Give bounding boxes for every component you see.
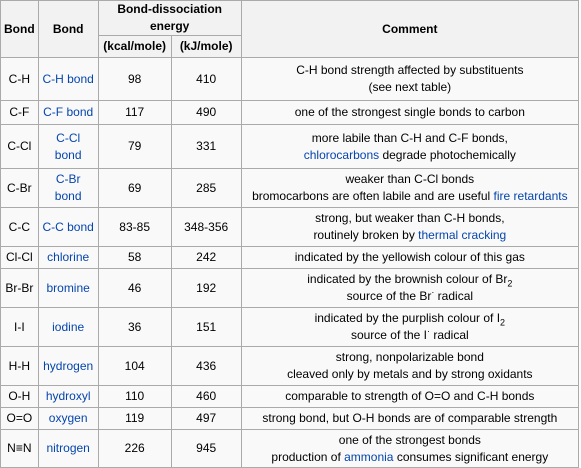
bond-name-link[interactable]: C-C bond: [38, 208, 98, 247]
comment-header: Comment: [241, 1, 578, 58]
subscript: 2: [507, 278, 513, 289]
comment-link[interactable]: ammonia: [344, 449, 394, 464]
table-row: [1, 125, 579, 169]
comment-line-1: [245, 62, 575, 79]
bond-name-link[interactable]: C-Cl bond: [38, 125, 98, 169]
comment-text: radical: [430, 328, 469, 342]
comment-text: one of the strongest bonds: [338, 432, 481, 447]
comment-cell: [241, 101, 578, 125]
comment-text: C-H bond strength affected by substituents: [296, 63, 524, 77]
table-row: [1, 308, 579, 347]
comment-line-2: [245, 227, 575, 244]
table-row: [1, 58, 579, 101]
comment-line-1: [245, 349, 575, 366]
bond-name-link[interactable]: bromine: [38, 269, 98, 308]
comment-text: indicated by the yellowish colour of this gas: [294, 250, 525, 264]
kcal-value: 110: [98, 386, 171, 408]
comment-text: comparable to strength of O=O and C-H bonds: [285, 389, 535, 403]
kj-value: 285: [171, 169, 241, 208]
bond-header: Bond: [1, 1, 39, 58]
comment-text: degrade photochemically: [379, 147, 516, 162]
comment-text: weaker than C-Cl bonds: [345, 172, 475, 186]
comment-line-1: [245, 171, 575, 188]
kcal-value: 46: [98, 269, 171, 308]
comment-text: radical: [434, 289, 474, 303]
comment-line-2: [245, 327, 575, 344]
kj-value: 331: [171, 125, 241, 169]
kj-value: 151: [171, 308, 241, 347]
bond-formula: N≡N: [1, 430, 39, 468]
comment-text: strong, nonpolarizable bond: [335, 350, 484, 364]
header-row: [1, 1, 579, 36]
kj-value: 460: [171, 386, 241, 408]
comment-cell: [241, 308, 578, 347]
bond-formula: Br-Br: [1, 269, 39, 308]
bond-name-link[interactable]: hydrogen: [38, 347, 98, 386]
comment-cell: [241, 269, 578, 308]
comment-text: source of the I: [350, 328, 427, 342]
comment-link[interactable]: chlorocarbons: [303, 147, 380, 162]
comment-line-1: [245, 104, 575, 121]
table-row: [1, 386, 579, 408]
kcal-header: (kcal/mole): [98, 36, 171, 58]
kcal-value: 83-85: [98, 208, 171, 247]
bond-formula: H-H: [1, 347, 39, 386]
comment-link[interactable]: thermal cracking: [418, 228, 507, 242]
comment-text: (see next table): [368, 80, 452, 94]
kj-value: 242: [171, 247, 241, 269]
subscript: 2: [500, 317, 506, 328]
kj-value: 497: [171, 408, 241, 430]
bond-name-header: Bond: [38, 1, 98, 58]
comment-line-2: [245, 366, 575, 383]
bond-name-link[interactable]: C-H bond: [38, 58, 98, 101]
bond-formula: O=O: [1, 408, 39, 430]
kj-value: 490: [171, 101, 241, 125]
kj-header: (kJ/mole): [171, 36, 241, 58]
kj-value: 192: [171, 269, 241, 308]
bond-formula: C-Cl: [1, 125, 39, 169]
bond-formula: O-H: [1, 386, 39, 408]
bond-name-link[interactable]: nitrogen: [38, 430, 98, 468]
comment-text: production of: [271, 449, 345, 464]
bond-formula: I-I: [1, 308, 39, 347]
comment-line-2: [245, 449, 575, 466]
table-row: [1, 208, 579, 247]
comment-link[interactable]: fire retardants: [493, 189, 568, 203]
comment-cell: [241, 408, 578, 430]
kj-value: 410: [171, 58, 241, 101]
superscript: ·: [431, 287, 435, 297]
bond-formula: C-Br: [1, 169, 39, 208]
table-row: [1, 269, 579, 308]
comment-cell: [241, 347, 578, 386]
kcal-value: 104: [98, 347, 171, 386]
bond-name-link[interactable]: iodine: [38, 308, 98, 347]
bond-name-link[interactable]: C-Br bond: [38, 169, 98, 208]
comment-text: one of the strongest single bonds to carbon: [294, 105, 525, 119]
bond-name-link[interactable]: hydroxyl: [38, 386, 98, 408]
kcal-value: 79: [98, 125, 171, 169]
comment-line-1: [245, 271, 575, 288]
kcal-value: 119: [98, 408, 171, 430]
comment-line-1: [245, 210, 575, 227]
kcal-value: 69: [98, 169, 171, 208]
comment-text: source of the Br: [346, 289, 432, 303]
comment-line-1: [245, 249, 575, 266]
comment-line-2: [245, 188, 575, 205]
table-row: [1, 347, 579, 386]
comment-line-1: [245, 432, 575, 449]
table-row: [1, 169, 579, 208]
comment-line-1: [245, 310, 575, 327]
bond-formula: Cl-Cl: [1, 247, 39, 269]
comment-text: strong bond, but O-H bonds are of comparable strength: [262, 411, 558, 425]
comment-text: consumes significant energy: [393, 449, 549, 464]
comment-text: bromocarbons are often labile and are useful: [252, 189, 494, 203]
kj-value: 348-356: [171, 208, 241, 247]
comment-text: routinely broken by: [313, 228, 419, 242]
comment-line-2: [245, 79, 575, 96]
table-row: [1, 247, 579, 269]
comment-line-2: [245, 147, 575, 164]
kcal-value: 58: [98, 247, 171, 269]
comment-text: more labile than C-H and C-F bonds,: [311, 130, 508, 145]
comment-cell: [241, 386, 578, 408]
comment-cell: [241, 247, 578, 269]
bond-formula: C-F: [1, 101, 39, 125]
bond-formula: C-C: [1, 208, 39, 247]
kj-value: 436: [171, 347, 241, 386]
comment-cell: [241, 58, 578, 101]
kcal-value: 226: [98, 430, 171, 468]
kj-value: 945: [171, 430, 241, 468]
superscript: ·: [427, 326, 430, 336]
kcal-value: 117: [98, 101, 171, 125]
comment-line-1: [245, 410, 575, 427]
table-row: [1, 101, 579, 125]
comment-cell: [241, 208, 578, 247]
comment-line-1: [245, 130, 575, 147]
bond-formula: C-H: [1, 58, 39, 101]
comment-line-1: [245, 388, 575, 405]
comment-text: indicated by the brownish colour of Br: [307, 272, 508, 286]
comment-text: strong, but weaker than C-H bonds,: [315, 211, 505, 225]
comment-cell: [241, 169, 578, 208]
bond-name-link[interactable]: oxygen: [38, 408, 98, 430]
comment-line-2: [245, 288, 575, 305]
energy-header: Bond-dissociation energy: [98, 1, 241, 36]
kcal-value: 98: [98, 58, 171, 101]
bond-name-link[interactable]: chlorine: [38, 247, 98, 269]
comment-text: indicated by the purplish colour of I: [314, 311, 501, 325]
table-row: [1, 408, 579, 430]
comment-text: cleaved only by metals and by strong oxidants: [287, 367, 533, 381]
bond-name-link[interactable]: C-F bond: [38, 101, 98, 125]
kcal-value: 36: [98, 308, 171, 347]
comment-cell: [241, 125, 578, 169]
